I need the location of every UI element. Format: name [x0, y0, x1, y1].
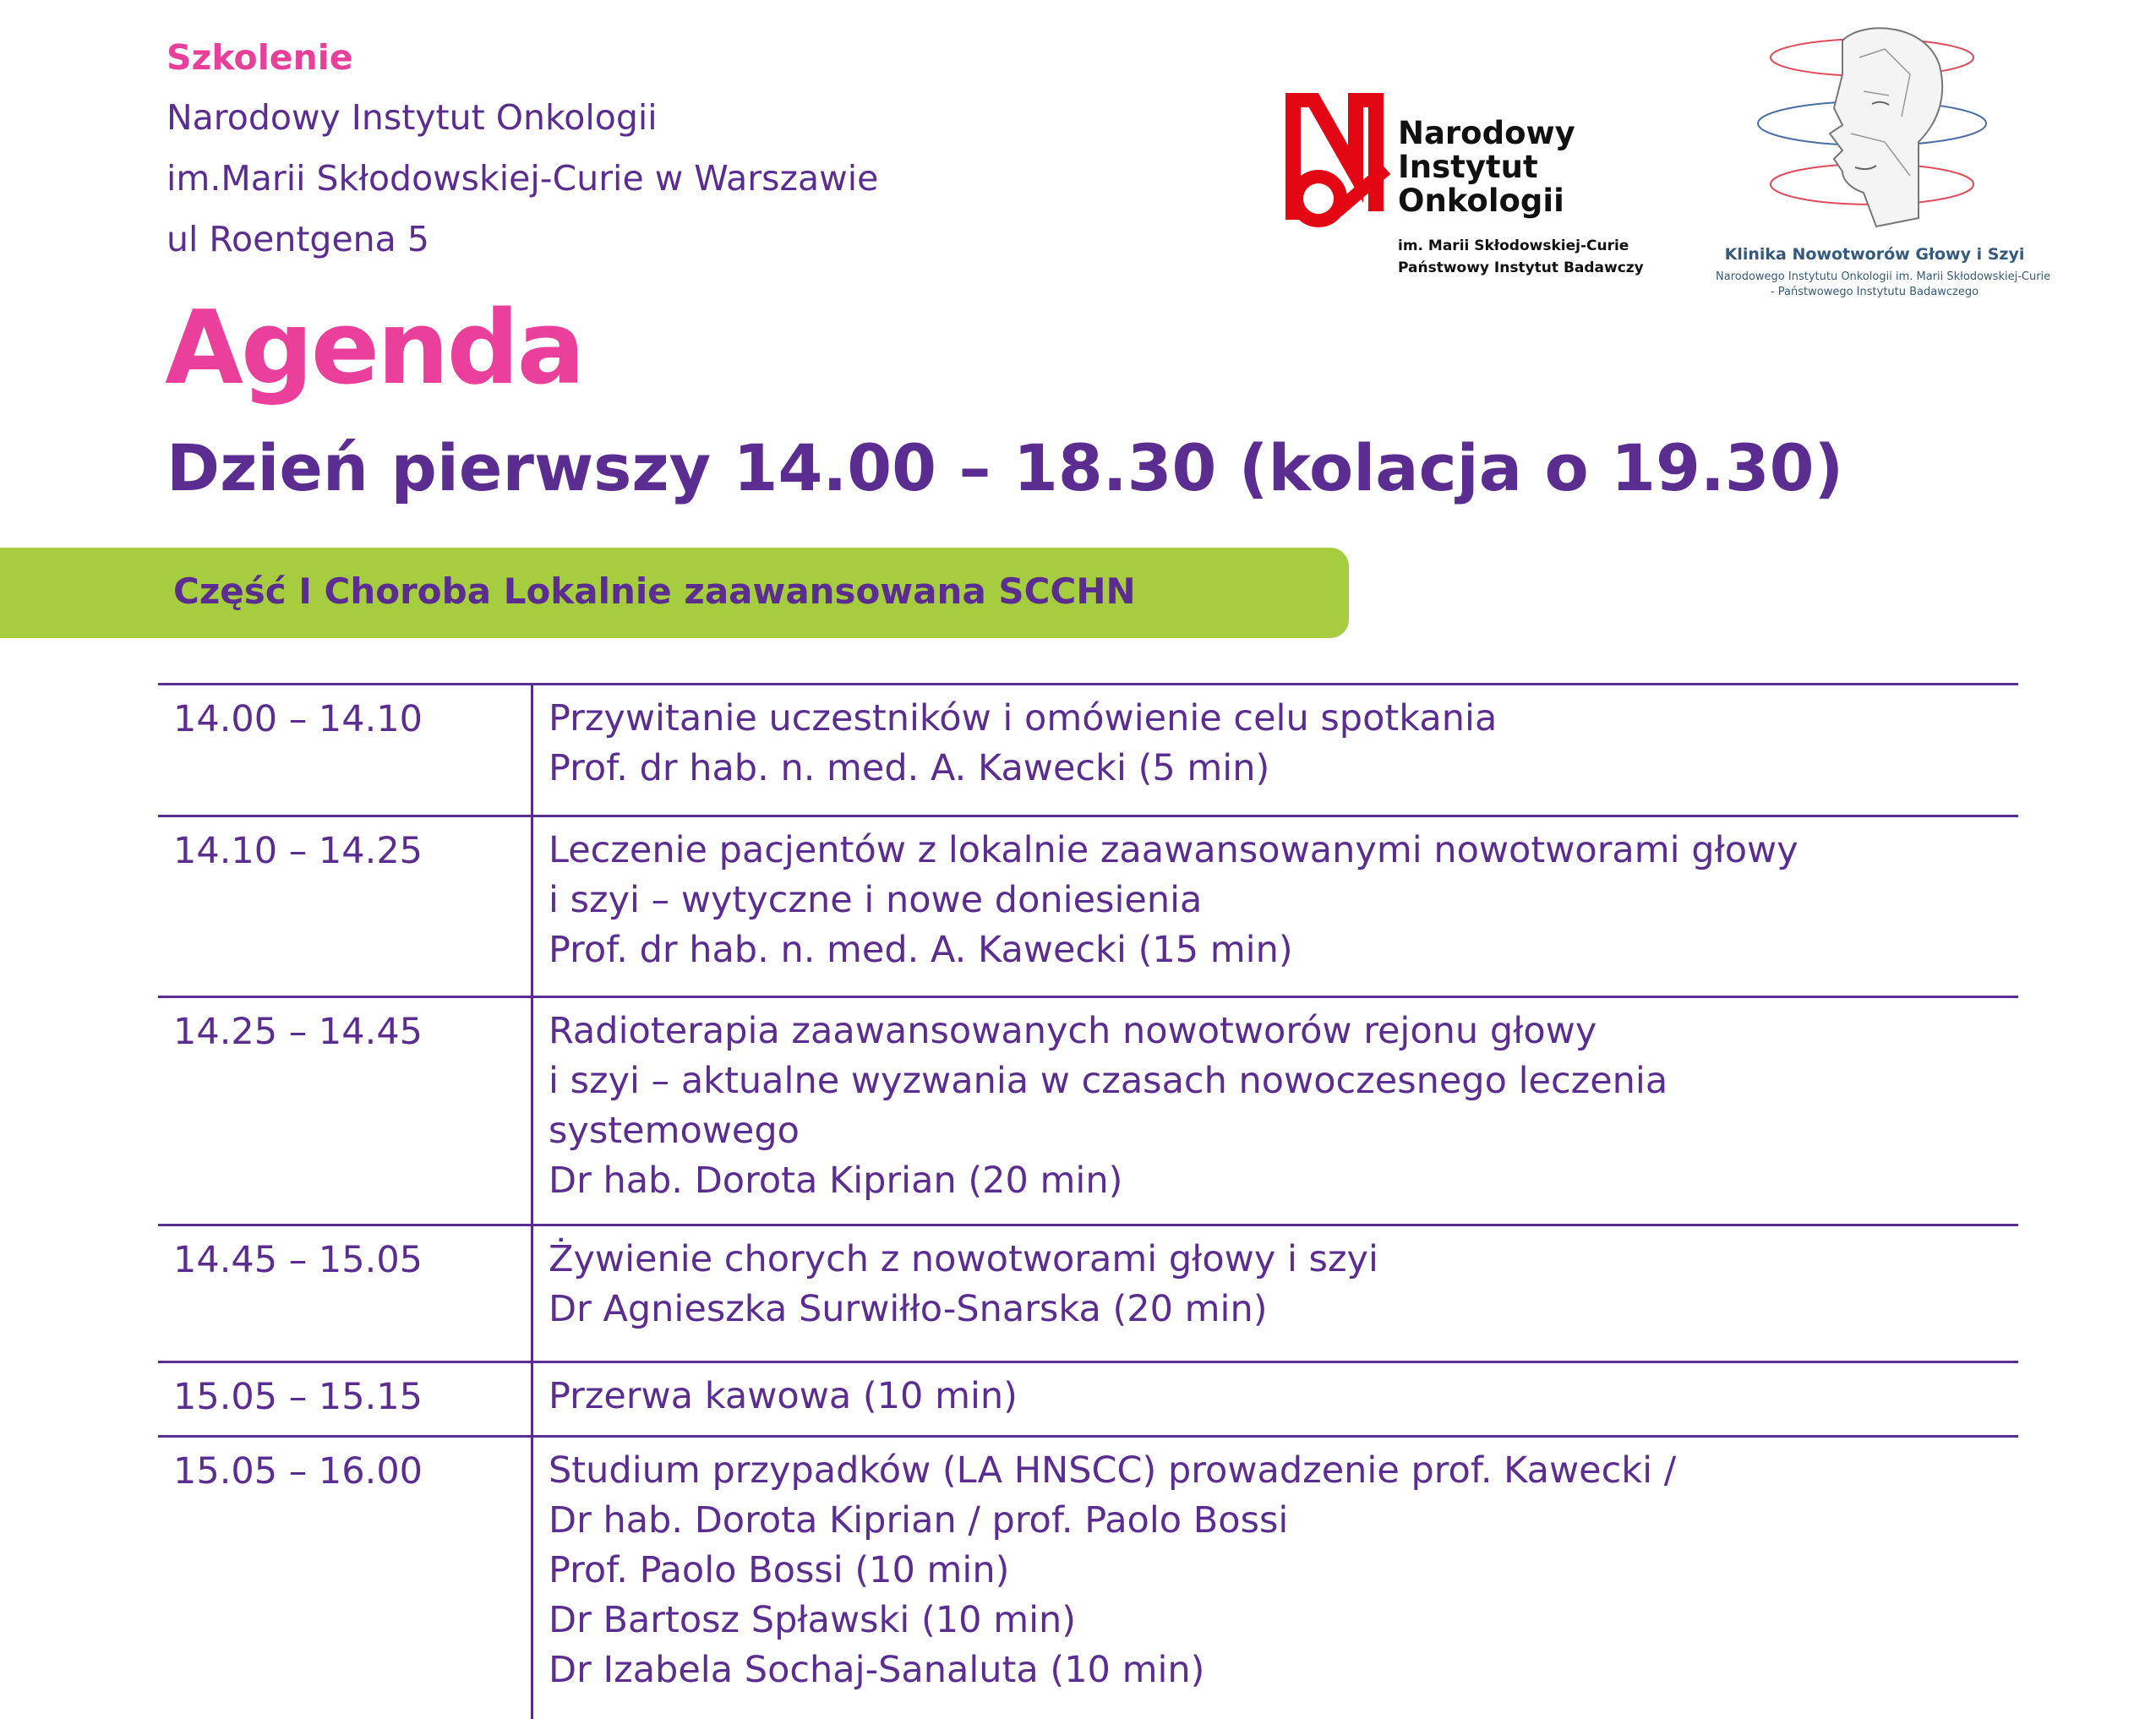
nio-logo-mark-icon [1278, 93, 1396, 228]
section-band-label: Część I Choroba Lokalnie zaawansowana SCCHN [173, 570, 1136, 612]
address-line-3: ul Roentgena 5 [166, 219, 429, 259]
clinic-subtitle-1: Narodowego Instytutu Onkologii im. Marii Skłodowskiej-Curie [1716, 270, 2051, 283]
description-cell: Leczenie pacjentów z lokalnie zaawansowanymi nowotworami głowy i szyi – wytyczne i nowe doniesienia Prof. dr hab. n. med. A. Kawecki (15 min) [549, 829, 1798, 971]
time-cell: 14.45 – 15.05 [173, 1239, 423, 1281]
column-divider [531, 998, 533, 1224]
description-cell: Żywienie chorych z nowotworami głowy i szyi Dr Agnieszka Surwiłło-Snarska (20 min) [549, 1238, 1378, 1330]
clinic-name: Klinika Nowotworów Głowy i Szyi [1724, 245, 2025, 264]
time-cell: 14.10 – 14.25 [173, 830, 423, 872]
day-title: Dzień pierwszy 14.00 – 18.30 (kolacja o 19.30) [166, 430, 1844, 505]
time-cell: 14.00 – 14.10 [173, 698, 423, 740]
clinic-subtitle-2: - Państwowego Instytutu Badawczego [1770, 286, 1979, 298]
table-row [158, 1224, 2018, 1361]
training-label: Szkolenie [166, 37, 353, 78]
agenda-table [158, 683, 2018, 1719]
description-cell: Studium przypadków (LA HNSCC) prowadzenie prof. Kawecki / Dr hab. Dorota Kiprian / prof. Paolo Bossi Prof. Paolo Bossi (10 min) Dr Bartosz Spławski (10 min) Dr Izabela Sochaj-Sanaluta (10 min) [549, 1449, 1677, 1691]
table-row [158, 683, 2018, 815]
table-row [158, 996, 2018, 1224]
time-cell: 14.25 – 14.45 [173, 1011, 423, 1053]
agenda-title: Agenda [165, 290, 583, 407]
table-row [158, 1361, 2018, 1435]
column-divider [531, 817, 533, 996]
column-divider [531, 1226, 533, 1361]
nio-logo [1278, 93, 1644, 287]
section-band [0, 548, 1349, 638]
nio-subtitle: im. Marii Skłodowskiej-Curie Państwowy Instytut Badawczy [1398, 237, 1644, 276]
time-cell: 15.05 – 15.15 [173, 1376, 423, 1418]
column-divider [531, 1363, 533, 1435]
column-divider [531, 1438, 533, 1719]
nio-name: Narodowy Instytut Onkologii [1398, 115, 1575, 219]
address-line-2: im.Marii Skłodowskiej-Curie w Warszawie [166, 158, 879, 199]
head-drawing-icon [1716, 24, 2037, 235]
description-cell: Przywitanie uczestników i omówienie celu spotkania Prof. dr hab. n. med. A. Kawecki (5 min) [549, 697, 1498, 789]
table-row [158, 1435, 2018, 1719]
description-cell: Radioterapia zaawansowanych nowotworów rejonu głowy i szyi – aktualne wyzwania w czasach nowoczesnego leczenia systemowego Dr hab. Dorota Kiprian (20 min) [549, 1010, 1668, 1202]
clinic-logo [1716, 24, 2051, 311]
address-line-1: Narodowy Instytut Onkologii [166, 97, 658, 138]
table-row [158, 815, 2018, 996]
time-cell: 15.05 – 16.00 [173, 1450, 423, 1493]
description-cell: Przerwa kawowa (10 min) [549, 1375, 1018, 1417]
column-divider [531, 685, 533, 815]
